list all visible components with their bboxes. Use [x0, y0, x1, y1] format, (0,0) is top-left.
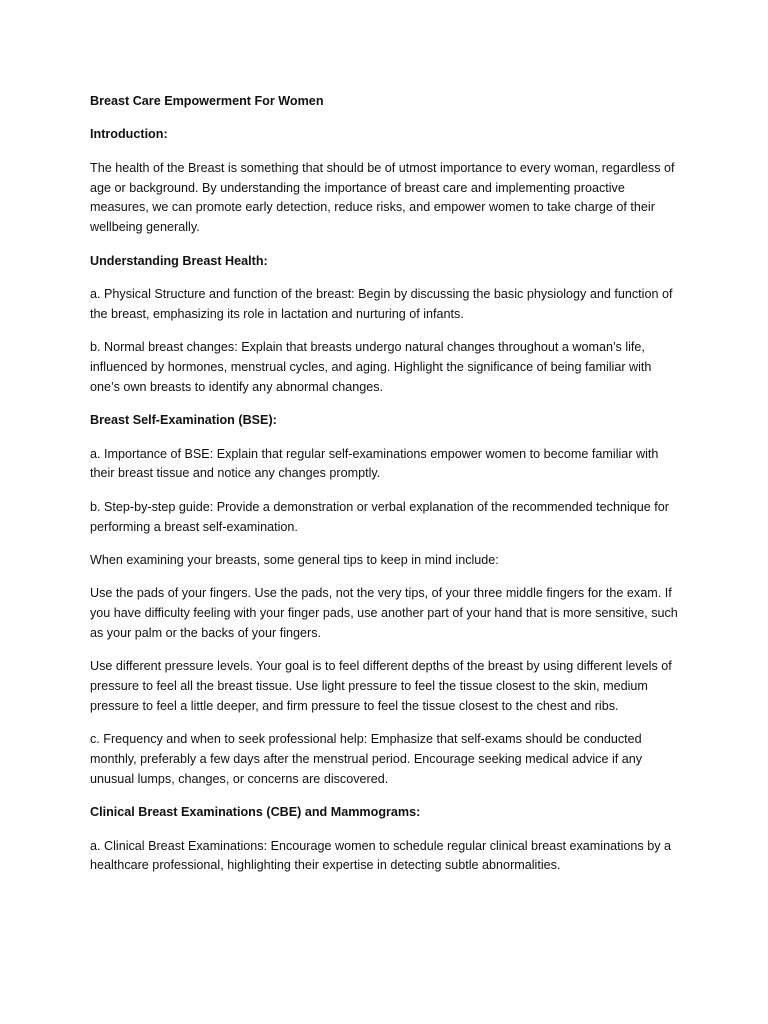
tip-pressure-paragraph: Use different pressure levels. Your goal is to feel different depths of the breast by using different levels of pressure to feel all the breast tissue. Use light pressure to feel the tissue closest to the skin, medium pressure to feel a little deeper, and firm pressure to feel the tissue closest to the chest and ribs.: [90, 659, 672, 713]
cbe-point-a: a. Clinical Breast Examinations: Encourage women to schedule regular clinical breast examinations by a healthcare professional, highlighting their expertise in detecting subtle abnormalities.: [90, 838, 672, 873]
understanding-point-a: a. Physical Structure and function of the breast: Begin by discussing the basic physiology and function of the breast, emphasizing its role in lactation and nurturing of infants.: [90, 286, 673, 321]
introduction-heading: Introduction:: [90, 127, 168, 142]
bse-point-b: b. Step-by-step guide: Provide a demonstration or verbal explanation of the recommended technique for performing a breast self-examination.: [90, 499, 669, 534]
bse-point-c: c. Frequency and when to seek professional help: Emphasize that self-exams should be conducted monthly, preferably a few days after the menstrual period. Encourage seeking medical advice if any unusual lumps, changes, or concerns are discovered.: [90, 732, 643, 786]
cbe-heading: Clinical Breast Examinations (CBE) and Mammograms:: [90, 805, 421, 820]
understanding-point-b: b. Normal breast changes: Explain that breasts undergo natural changes throughout a woman’s life, influenced by hormones, menstrual cycles, and aging. Highlight the significance of being familiar with one’s own breasts to identify any abnormal changes.: [90, 340, 652, 394]
introduction-paragraph: The health of the Breast is something that should be of utmost importance to every woman, regardless of age or background. By understanding the importance of breast care and implementing proactive measures, we can promote early detection, reduce risks, and empower women to take charge of their wellbeing generally.: [90, 160, 675, 235]
tips-intro-paragraph: When examining your breasts, some general tips to keep in mind include:: [90, 552, 499, 567]
bse-heading: Breast Self-Examination (BSE):: [90, 413, 277, 428]
understanding-heading: Understanding Breast Health:: [90, 253, 268, 268]
tip-finger-pads-paragraph: Use the pads of your fingers. Use the pads, not the very tips, of your three middle fingers for the exam. If you have difficulty feeling with your finger pads, use another part of your hand that is more sensitive, such as your palm or the backs of your fingers.: [90, 586, 678, 640]
document-title: Breast Care Empowerment For Women: [90, 94, 324, 108]
bse-point-a: a. Importance of BSE: Explain that regular self-examinations empower women to become familiar with their breast tissue and notice any changes promptly.: [90, 446, 659, 481]
document-page: [90, 92, 680, 890]
